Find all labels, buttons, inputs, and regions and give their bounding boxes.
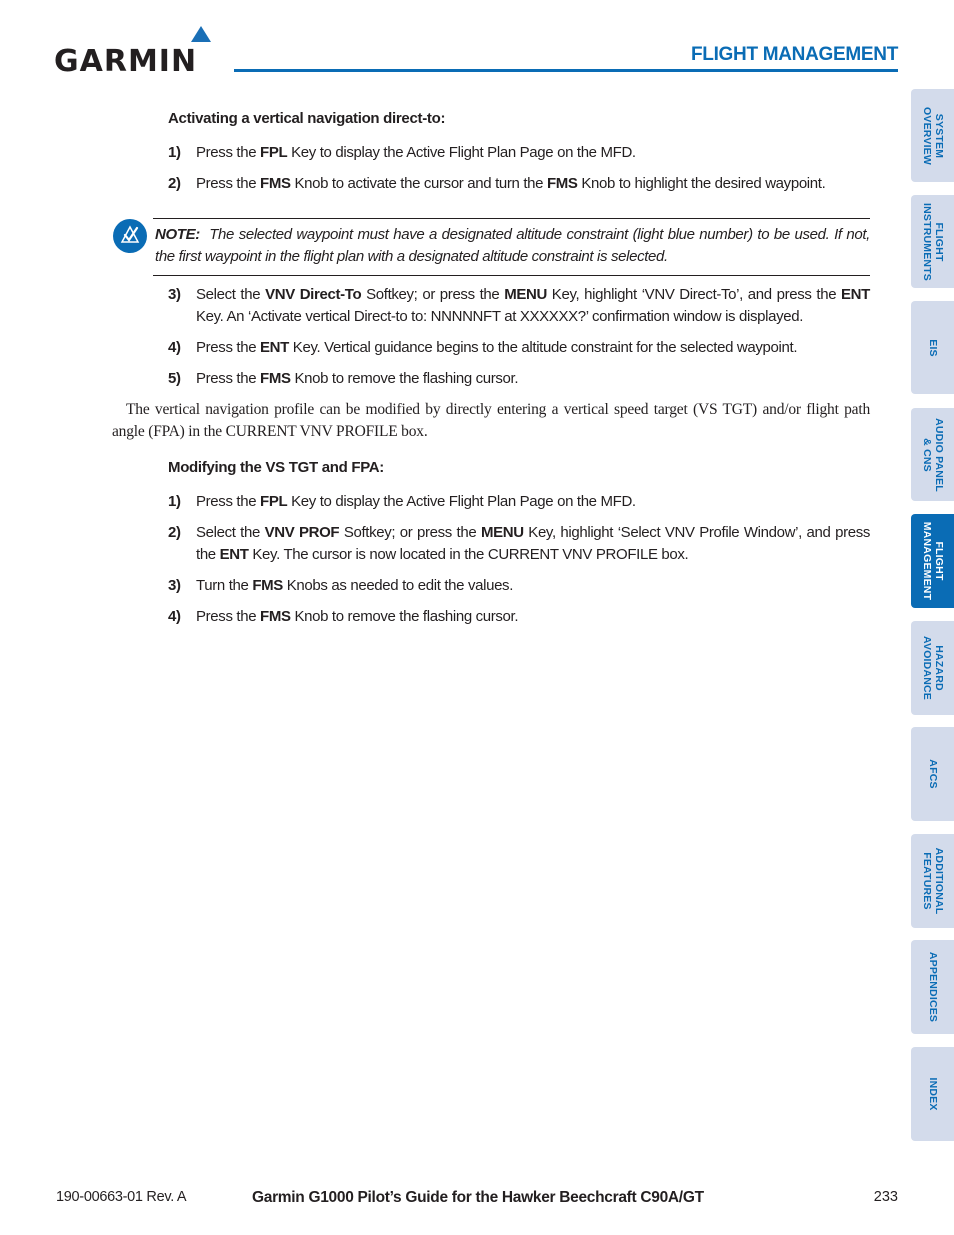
footer-title: Garmin G1000 Pilot’s Guide for the Hawker Beechcraft C90A/GT — [252, 1189, 704, 1206]
step-text: Press the FPL Key to display the Active Flight Plan Page on the MFD. — [196, 144, 636, 161]
step-number: 3) — [168, 577, 181, 594]
tab-audio-panel-cns[interactable]: AUDIO PANEL & CNS — [911, 408, 954, 501]
footer-doc-number: 190-00663-01 Rev. A — [56, 1189, 187, 1205]
tab-index[interactable]: INDEX — [911, 1047, 954, 1141]
step-text: Press the FMS Knob to remove the flashing cursor. — [196, 370, 519, 387]
heading-modify-vs-tgt-fpa: Modifying the VS TGT and FPA: — [168, 459, 385, 476]
step-text: Select the VNV Direct-To Softkey; or press the MENU Key, highlight ‘VNV Direct-To’, and press the ENT Key. An ‘Activate vertical Direct-to to: NNNNNFT at XXXXXX?’ confirmation window is displayed. — [196, 286, 870, 325]
tab-appendices[interactable]: APPENDICES — [911, 940, 954, 1034]
step-number: 2) — [168, 524, 181, 541]
tab-hazard-avoidance[interactable]: HAZARD AVOIDANCE — [911, 621, 954, 715]
body-paragraph: The vertical navigation profile can be modified by directly entering a vertical speed target (VS TGT) and/or flight path angle (FPA) in the CURRENT VNV PROFILE box. — [112, 401, 870, 440]
tab-flight-instruments[interactable]: FLIGHT INSTRUMENTS — [911, 195, 954, 288]
note-top-rule — [153, 218, 870, 219]
tab-flight-management[interactable]: FLIGHT MANAGEMENT — [911, 514, 954, 608]
step-text: Select the VNV PROF Softkey; or press the MENU Key, highlight ‘Select VNV Profile Window’, and press the ENT Key. The cursor is now located in the CURRENT VNV PROFILE box. — [196, 524, 871, 563]
step-text: Press the FMS Knob to remove the flashing cursor. — [196, 608, 519, 625]
step-text: Press the FPL Key to display the Active Flight Plan Page on the MFD. — [196, 493, 636, 510]
step-text: Press the ENT Key. Vertical guidance begins to the altitude constraint for the selected waypoint. — [196, 339, 798, 356]
step-number: 1) — [168, 144, 181, 161]
logo-triangle-icon — [191, 26, 211, 42]
tab-afcs[interactable]: AFCS — [911, 727, 954, 821]
step-text: Turn the FMS Knobs as needed to edit the values. — [196, 577, 514, 594]
note-text: NOTE: The selected waypoint must have a designated altitude constraint (light blue number) to be used. If not, the first waypoint in the flight plan with a designated altitude constraint is selected. — [155, 226, 870, 265]
header-rule — [234, 69, 898, 72]
tab-system-overview[interactable]: SYSTEM OVERVIEW — [911, 89, 954, 182]
tab-additional-features[interactable]: ADDITIONAL FEATURES — [911, 834, 954, 928]
step-number: 4) — [168, 339, 181, 356]
section-title: FLIGHT MANAGEMENT — [690, 44, 898, 65]
note-check-icon — [112, 218, 148, 254]
step-number: 2) — [168, 175, 181, 192]
step-text: Press the FMS Knob to activate the cursor and turn the FMS Knob to highlight the desired waypoint. — [196, 175, 826, 192]
note-label: NOTE: — [155, 226, 200, 243]
step-number: 4) — [168, 608, 181, 625]
footer-page-number: 233 — [873, 1189, 898, 1205]
logo-wordmark: GARMIN — [54, 44, 198, 79]
step-number: 3) — [168, 286, 181, 303]
step-number: 5) — [168, 370, 181, 387]
heading-activate-vnv-direct-to: Activating a vertical navigation direct-to: — [168, 110, 446, 127]
step-number: 1) — [168, 493, 181, 510]
garmin-logo — [54, 26, 218, 79]
tab-eis[interactable]: EIS — [911, 301, 954, 394]
note-bottom-rule — [153, 275, 870, 276]
